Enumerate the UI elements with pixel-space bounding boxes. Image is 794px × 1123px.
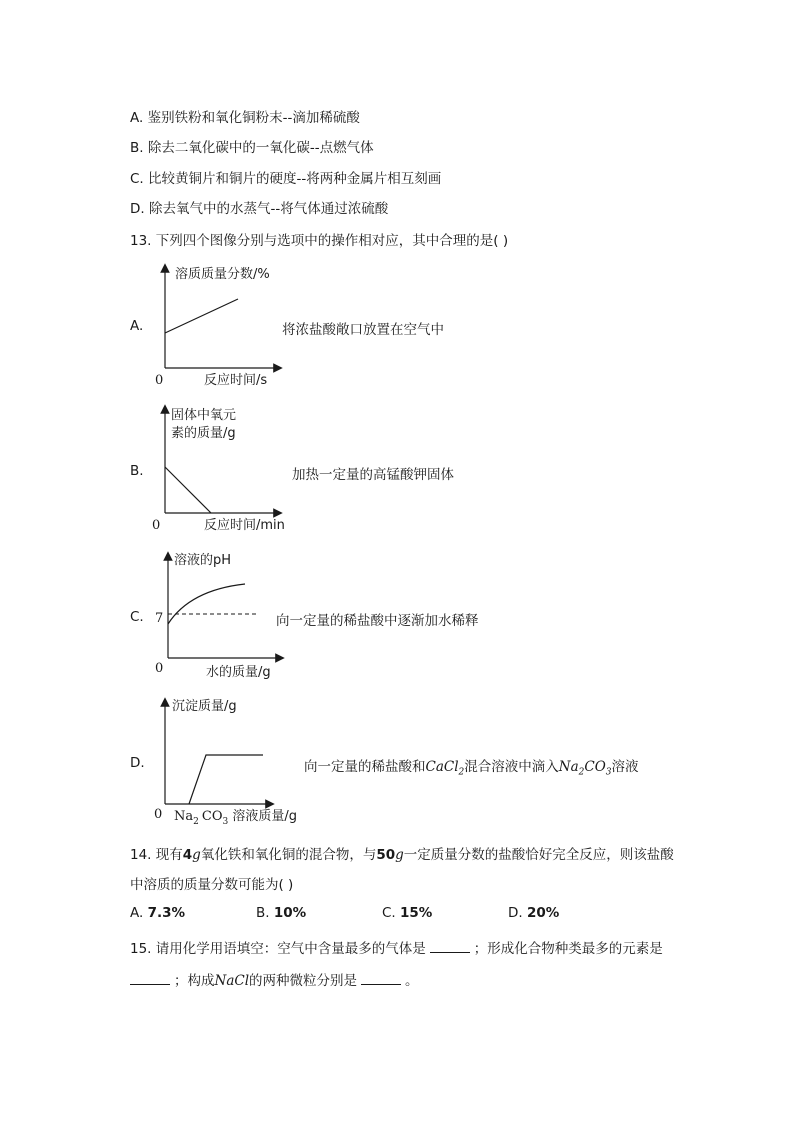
answer-blank-3[interactable] xyxy=(361,972,401,985)
y-axis-label: 溶液的pH xyxy=(174,553,232,568)
x-axis-label: 反应时间/s xyxy=(204,373,268,388)
data-line xyxy=(165,299,238,333)
q13-graph-b xyxy=(150,403,300,533)
x-axis-label: $Na_2$ $CO_3$ 溶液质量/g xyxy=(174,809,297,827)
q13-graph-c xyxy=(150,550,290,680)
q15-stem-line2: ；构成NaCl的两种微粒分别是 。 xyxy=(130,969,419,989)
data-line xyxy=(165,467,211,513)
y-axis-label-line2: 素的质量/g xyxy=(171,426,236,441)
answer-blank-2[interactable] xyxy=(130,972,170,985)
y-axis-label: 沉淀质量/g xyxy=(172,699,237,714)
answer-blank-1[interactable] xyxy=(430,940,470,953)
origin-label: 0 xyxy=(155,661,164,676)
data-curve xyxy=(168,584,245,624)
q14-option-d: D. 20% xyxy=(508,905,560,921)
q12-option-b: B. 除去二氧化碳中的一氧化碳--点燃气体 xyxy=(130,140,374,156)
q13-option-c-desc: 向一定量的稀盐酸中逐渐加水稀释 xyxy=(276,613,479,629)
q13-option-a-desc: 将浓盐酸敞口放置在空气中 xyxy=(282,322,444,338)
q13-stem: 13. 下列四个图像分别与选项中的操作相对应，其中合理的是( ) xyxy=(130,233,509,249)
q13-option-c-letter: C. xyxy=(130,609,144,625)
x-axis-label: 反应时间/min xyxy=(204,518,285,533)
q13-option-a-letter: A. xyxy=(130,318,144,334)
q12-option-c: C. 比较黄铜片和铜片的硬度--将两种金属片相互刻画 xyxy=(130,171,442,187)
tick-7-label: 7 xyxy=(155,611,164,626)
q12-option-a: A. 鉴别铁粉和氧化铜粉末--滴加稀硫酸 xyxy=(130,110,360,126)
q14-stem-line2: 中溶质的质量分数可能为( ) xyxy=(130,877,294,893)
y-axis-label: 溶质质量分数/% xyxy=(175,267,270,282)
data-line xyxy=(189,755,263,804)
q13-option-b-desc: 加热一定量的高锰酸钾固体 xyxy=(292,467,454,483)
q13-graph-a xyxy=(150,258,290,388)
y-axis-label-line1: 固体中氧元 xyxy=(171,408,237,423)
q14-stem-line1: 14. 现有4g氧化铁和氧化铜的混合物，与50g一定质量分数的盐酸恰好完全反应，则该盐酸 xyxy=(130,847,674,863)
q13-option-d-letter: D. xyxy=(130,755,145,771)
q12-option-d: D. 除去氧气中的水蒸气--将气体通过浓硫酸 xyxy=(130,201,389,217)
q13-graph-d xyxy=(150,696,310,831)
q14-option-b: B. 10% xyxy=(256,905,307,921)
origin-label: 0 xyxy=(155,373,164,388)
q15-stem-line1: 15. 请用化学用语填空：空气中含量最多的气体是 ；形成化合物种类最多的元素是 xyxy=(130,941,663,957)
origin-label: 0 xyxy=(152,518,161,533)
q13-option-d-desc: 向一定量的稀盐酸和CaCl$_2$混合溶液中滴入$Na_2CO_3$溶液 xyxy=(304,759,639,778)
origin-label: 0 xyxy=(154,807,163,822)
q14-option-a: A. 7.3% xyxy=(130,905,186,921)
q14-option-c: C. 15% xyxy=(382,905,433,921)
q13-option-b-letter: B. xyxy=(130,463,144,479)
x-axis-label: 水的质量/g xyxy=(206,665,271,680)
